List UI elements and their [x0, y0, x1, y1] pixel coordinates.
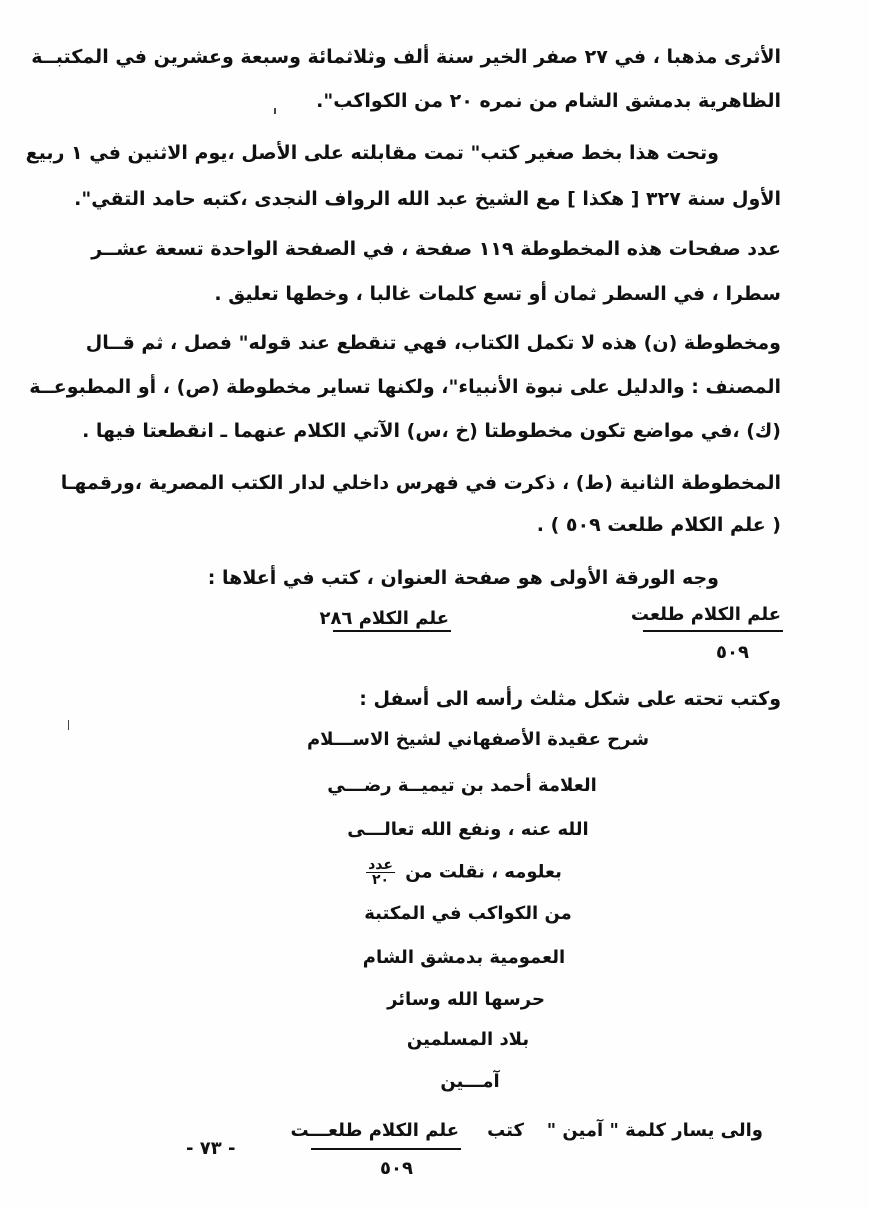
- paragraph-3-line-1: عدد صفحات هذه المخطوطة ١١٩ صفحة ، في الصفحة الواحدة تسعة عشــر: [91, 238, 781, 260]
- scan-speck: [68, 720, 69, 730]
- paragraph-1-line-2: الظاهرية بدمشق الشام من نمره ٢٠ من الكواكب".: [316, 90, 781, 112]
- triangle-line-4: [362, 858, 562, 887]
- triangle-line-9: آمـــين: [440, 1071, 500, 1092]
- catalog-right-number: ٥٠٩: [716, 642, 749, 663]
- paragraph-4-line-3: (ك) ،في مواضع تكون مخطوطتا (خ ،س) الآتي الكلام عنهما ـ انقطعتا فيها .: [82, 420, 781, 442]
- paragraph-3-line-2: سطرا ، في السطر ثمان أو تسع كلمات غالبا ، وخطها تعليق .: [214, 283, 781, 305]
- triangle-line-6: العمومية بدمشق الشام: [362, 947, 566, 968]
- page-number: - ٧٣ -: [186, 1138, 236, 1159]
- triangle-line-7: حرسها الله وسائر: [387, 989, 545, 1010]
- footer-catalog-label: علم الكلام طلعـــت: [290, 1120, 459, 1141]
- triangle-line-4-text: بعلومه ، نقلت من: [405, 861, 562, 883]
- footer-wrote: كتب: [487, 1120, 524, 1141]
- catalog-left-label: علم الكلام ٢٨٦: [319, 608, 449, 629]
- scan-speck: [274, 108, 276, 114]
- footer-catalog-number: ٥٠٩: [380, 1158, 413, 1179]
- paragraph-2-line-1: وتحت هذا بخط صغير كتب" تمت مقابلته على الأصل ،يوم الاثنين في ١ ربيع: [25, 142, 719, 164]
- catalog-left-rule: [333, 630, 451, 632]
- paragraph-5-line-1: المخطوطة الثانية (ط) ، ذكرت في فهرس داخلي لدار الكتب المصرية ،ورقمهـا: [60, 472, 781, 494]
- paragraph-1-line-1: الأثرى مذهبا ، في ٢٧ صفر الخير سنة ألف وثلاثمائة وسبعة وعشرين في المكتبــة: [31, 46, 781, 68]
- paragraph-4-line-1: ومخطوطة (ن) هذه لا تكمل الكتاب، فهي تنقطع عند قوله" فصل ، ثم قــال: [85, 332, 781, 354]
- fraction-numerator: عدد: [368, 857, 393, 873]
- triangle-line-5: من الكواكب في المكتبة: [364, 903, 572, 924]
- triangle-intro: وكتب تحته على شكل مثلث رأسه الى أسفل :: [359, 688, 781, 710]
- paragraph-2-line-2: الأول سنة ٣٢٧ [ هكذا ] مع الشيخ عبد الله الرواف النجدى ،كتبه حامد التقي".: [74, 188, 781, 210]
- paragraph-4-line-2: المصنف : والدليل على نبوة الأنبياء"، ولكنها تساير مخطوطة (ص) ، أو المطبوعــة: [29, 376, 781, 398]
- catalog-right-label: علم الكلام طلعت: [630, 604, 781, 625]
- fraction-denominator: ٢٠: [371, 872, 390, 888]
- triangle-line-3: الله عنه ، ونفع الله تعالـــى: [347, 819, 589, 840]
- catalog-right-rule: [643, 630, 783, 632]
- paragraph-5-line-2: ( علم الكلام طلعت ٥٠٩ ) .: [536, 514, 781, 536]
- footer-left-note: والى يسار كلمة " آمين ": [546, 1120, 763, 1141]
- title-page-intro: وجه الورقة الأولى هو صفحة العنوان ، كتب في أعلاها :: [207, 567, 719, 589]
- triangle-line-2: العلامة أحمد بن تيميــة رضـــي: [327, 775, 597, 796]
- triangle-line-8: بلاد المسلمين: [406, 1029, 530, 1050]
- triangle-line-1: شرح عقيدة الأصفهاني لشيخ الاســـلام: [306, 729, 650, 750]
- footer-catalog-rule: [311, 1148, 461, 1150]
- triangle-line-4-fraction: [366, 858, 395, 887]
